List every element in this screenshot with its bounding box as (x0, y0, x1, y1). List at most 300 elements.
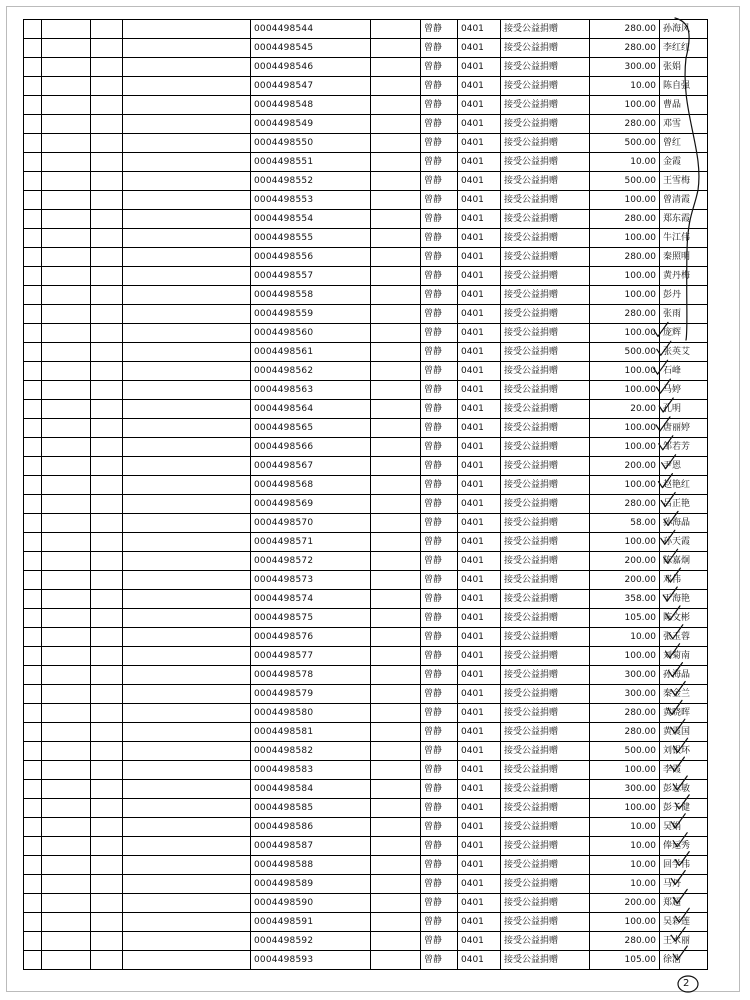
blank-cell-3 (91, 305, 123, 324)
amount: 200.00 (590, 894, 660, 913)
blank-cell-3 (91, 533, 123, 552)
blank-cell-4 (123, 780, 251, 799)
handler-name: 曾静 (421, 951, 458, 970)
item-description: 接受公益捐赠 (501, 96, 590, 115)
donor-name: 孙海风 (660, 20, 708, 39)
donor-name: 赵艳红 (660, 476, 708, 495)
table-row (24, 58, 708, 77)
amount: 10.00 (590, 875, 660, 894)
handler-name: 曾静 (421, 856, 458, 875)
blank-cell-3 (91, 514, 123, 533)
donor-name: 彭子健 (660, 799, 708, 818)
blank-cell-2 (42, 134, 91, 153)
category-code: 0401 (458, 191, 501, 210)
donor-name: 郑超 (660, 894, 708, 913)
category-code: 0401 (458, 685, 501, 704)
blank-cell-2 (42, 685, 91, 704)
category-code: 0401 (458, 780, 501, 799)
blank-cell-1 (24, 400, 42, 419)
category-code: 0401 (458, 571, 501, 590)
amount: 500.00 (590, 742, 660, 761)
blank-cell-1 (24, 457, 42, 476)
handler-name: 曾静 (421, 476, 458, 495)
amount: 100.00 (590, 324, 660, 343)
category-code: 0401 (458, 875, 501, 894)
blank-cell-3 (91, 343, 123, 362)
blank-cell-1 (24, 191, 42, 210)
blank-cell-4 (123, 229, 251, 248)
blank-cell-3 (91, 39, 123, 58)
voucher-number: 0004498564 (251, 400, 371, 419)
category-code: 0401 (458, 609, 501, 628)
blank-cell-2 (42, 723, 91, 742)
table-row (24, 761, 708, 780)
donor-name: 孙海晶 (660, 514, 708, 533)
blank-cell-1 (24, 932, 42, 951)
blank-cell-5 (371, 134, 421, 153)
blank-cell-3 (91, 590, 123, 609)
table-row (24, 723, 708, 742)
blank-cell-2 (42, 191, 91, 210)
table-row (24, 476, 708, 495)
amount: 100.00 (590, 267, 660, 286)
donor-name: 曾清霞 (660, 191, 708, 210)
donor-name: 曹晶 (660, 96, 708, 115)
voucher-number: 0004498578 (251, 666, 371, 685)
item-description: 接受公益捐赠 (501, 552, 590, 571)
blank-cell-3 (91, 476, 123, 495)
table-row (24, 571, 708, 590)
donation-ledger-table (23, 19, 708, 970)
page-number: 2 (683, 978, 690, 989)
amount: 10.00 (590, 837, 660, 856)
amount: 100.00 (590, 96, 660, 115)
handler-name: 曾静 (421, 381, 458, 400)
item-description: 接受公益捐赠 (501, 39, 590, 58)
blank-cell-3 (91, 381, 123, 400)
blank-cell-2 (42, 58, 91, 77)
blank-cell-3 (91, 647, 123, 666)
blank-cell-5 (371, 514, 421, 533)
handler-name: 曾静 (421, 666, 458, 685)
category-code: 0401 (458, 647, 501, 666)
blank-cell-3 (91, 799, 123, 818)
blank-cell-4 (123, 647, 251, 666)
handler-name: 曾静 (421, 438, 458, 457)
blank-cell-5 (371, 609, 421, 628)
amount: 10.00 (590, 77, 660, 96)
amount: 280.00 (590, 248, 660, 267)
donor-name: 刘银环 (660, 742, 708, 761)
handler-name: 曾静 (421, 191, 458, 210)
handler-name: 曾静 (421, 172, 458, 191)
blank-cell-1 (24, 685, 42, 704)
blank-cell-4 (123, 115, 251, 134)
amount: 280.00 (590, 115, 660, 134)
blank-cell-5 (371, 666, 421, 685)
donor-name: 陈嘉炯 (660, 552, 708, 571)
donor-name: 刘菊南 (660, 647, 708, 666)
table-row (24, 704, 708, 723)
handler-name: 曾静 (421, 495, 458, 514)
blank-cell-5 (371, 780, 421, 799)
amount: 10.00 (590, 628, 660, 647)
blank-cell-5 (371, 951, 421, 970)
blank-cell-1 (24, 39, 42, 58)
blank-cell-2 (42, 457, 91, 476)
category-code: 0401 (458, 761, 501, 780)
handler-name: 曾静 (421, 419, 458, 438)
handler-name: 曾静 (421, 533, 458, 552)
category-code: 0401 (458, 77, 501, 96)
amount: 100.00 (590, 381, 660, 400)
voucher-number: 0004498576 (251, 628, 371, 647)
voucher-number: 0004498583 (251, 761, 371, 780)
category-code: 0401 (458, 305, 501, 324)
item-description: 接受公益捐赠 (501, 666, 590, 685)
blank-cell-3 (91, 400, 123, 419)
blank-cell-4 (123, 438, 251, 457)
handler-name: 曾静 (421, 780, 458, 799)
blank-cell-3 (91, 894, 123, 913)
category-code: 0401 (458, 552, 501, 571)
category-code: 0401 (458, 514, 501, 533)
blank-cell-3 (91, 837, 123, 856)
handler-name: 曾静 (421, 552, 458, 571)
category-code: 0401 (458, 723, 501, 742)
amount: 100.00 (590, 913, 660, 932)
blank-cell-2 (42, 381, 91, 400)
blank-cell-4 (123, 552, 251, 571)
blank-cell-4 (123, 609, 251, 628)
blank-cell-1 (24, 704, 42, 723)
blank-cell-5 (371, 96, 421, 115)
table-row (24, 552, 708, 571)
voucher-number: 0004498593 (251, 951, 371, 970)
voucher-number: 0004498574 (251, 590, 371, 609)
donor-name: 黄丹梅 (660, 267, 708, 286)
voucher-number: 0004498580 (251, 704, 371, 723)
blank-cell-4 (123, 590, 251, 609)
amount: 100.00 (590, 229, 660, 248)
amount: 200.00 (590, 571, 660, 590)
voucher-number: 0004498546 (251, 58, 371, 77)
category-code: 0401 (458, 324, 501, 343)
table-row (24, 77, 708, 96)
category-code: 0401 (458, 704, 501, 723)
voucher-number: 0004498545 (251, 39, 371, 58)
blank-cell-4 (123, 628, 251, 647)
item-description: 接受公益捐赠 (501, 951, 590, 970)
donor-name: 张玉蓉 (660, 628, 708, 647)
donor-name: 尹恩 (660, 457, 708, 476)
donor-name: 黄晓晖 (660, 704, 708, 723)
amount: 280.00 (590, 704, 660, 723)
item-description: 接受公益捐赠 (501, 609, 590, 628)
item-description: 接受公益捐赠 (501, 172, 590, 191)
blank-cell-5 (371, 362, 421, 381)
item-description: 接受公益捐赠 (501, 837, 590, 856)
table-row (24, 533, 708, 552)
blank-cell-2 (42, 229, 91, 248)
donor-name: 马婷 (660, 381, 708, 400)
blank-cell-5 (371, 210, 421, 229)
item-description: 接受公益捐赠 (501, 438, 590, 457)
item-description: 接受公益捐赠 (501, 514, 590, 533)
blank-cell-1 (24, 837, 42, 856)
donor-name: 秦金兰 (660, 685, 708, 704)
blank-cell-4 (123, 571, 251, 590)
voucher-number: 0004498563 (251, 381, 371, 400)
table-row (24, 400, 708, 419)
blank-cell-5 (371, 476, 421, 495)
table-row (24, 780, 708, 799)
table-row (24, 913, 708, 932)
blank-cell-5 (371, 571, 421, 590)
voucher-number: 0004498587 (251, 837, 371, 856)
blank-cell-2 (42, 20, 91, 39)
voucher-number: 0004498565 (251, 419, 371, 438)
item-description: 接受公益捐赠 (501, 875, 590, 894)
item-description: 接受公益捐赠 (501, 305, 590, 324)
blank-cell-1 (24, 552, 42, 571)
blank-cell-1 (24, 362, 42, 381)
table-row (24, 590, 708, 609)
blank-cell-1 (24, 229, 42, 248)
item-description: 接受公益捐赠 (501, 913, 590, 932)
blank-cell-4 (123, 799, 251, 818)
donor-name: 李霞 (660, 761, 708, 780)
amount: 500.00 (590, 134, 660, 153)
category-code: 0401 (458, 799, 501, 818)
blank-cell-1 (24, 343, 42, 362)
blank-cell-1 (24, 324, 42, 343)
blank-cell-4 (123, 932, 251, 951)
item-description: 接受公益捐赠 (501, 742, 590, 761)
blank-cell-3 (91, 723, 123, 742)
donor-name: 陈自强 (660, 77, 708, 96)
category-code: 0401 (458, 134, 501, 153)
table-row (24, 153, 708, 172)
voucher-number: 0004498547 (251, 77, 371, 96)
blank-cell-3 (91, 913, 123, 932)
blank-cell-5 (371, 248, 421, 267)
table-row (24, 324, 708, 343)
voucher-number: 0004498592 (251, 932, 371, 951)
amount: 300.00 (590, 666, 660, 685)
blank-cell-4 (123, 343, 251, 362)
donor-name: 庞辉 (660, 324, 708, 343)
voucher-number: 0004498556 (251, 248, 371, 267)
blank-cell-5 (371, 324, 421, 343)
blank-cell-5 (371, 704, 421, 723)
blank-cell-1 (24, 438, 42, 457)
amount: 500.00 (590, 172, 660, 191)
blank-cell-5 (371, 837, 421, 856)
blank-cell-2 (42, 856, 91, 875)
category-code: 0401 (458, 343, 501, 362)
amount: 280.00 (590, 20, 660, 39)
blank-cell-1 (24, 172, 42, 191)
category-code: 0401 (458, 476, 501, 495)
handler-name: 曾静 (421, 590, 458, 609)
blank-cell-5 (371, 913, 421, 932)
blank-cell-4 (123, 96, 251, 115)
blank-cell-3 (91, 210, 123, 229)
item-description: 接受公益捐赠 (501, 343, 590, 362)
blank-cell-1 (24, 248, 42, 267)
amount: 100.00 (590, 191, 660, 210)
blank-cell-5 (371, 457, 421, 476)
item-description: 接受公益捐赠 (501, 153, 590, 172)
table-row (24, 419, 708, 438)
category-code: 0401 (458, 381, 501, 400)
voucher-number: 0004498573 (251, 571, 371, 590)
blank-cell-3 (91, 153, 123, 172)
blank-cell-1 (24, 913, 42, 932)
item-description: 接受公益捐赠 (501, 191, 590, 210)
blank-cell-2 (42, 305, 91, 324)
item-description: 接受公益捐赠 (501, 799, 590, 818)
table-row (24, 894, 708, 913)
item-description: 接受公益捐赠 (501, 761, 590, 780)
blank-cell-2 (42, 628, 91, 647)
table-row (24, 172, 708, 191)
blank-cell-2 (42, 96, 91, 115)
blank-cell-4 (123, 381, 251, 400)
blank-cell-4 (123, 77, 251, 96)
table-row (24, 818, 708, 837)
category-code: 0401 (458, 932, 501, 951)
blank-cell-4 (123, 818, 251, 837)
blank-cell-1 (24, 590, 42, 609)
ledger-body (24, 20, 708, 970)
handler-name: 曾静 (421, 837, 458, 856)
category-code: 0401 (458, 894, 501, 913)
blank-cell-1 (24, 267, 42, 286)
table-row (24, 96, 708, 115)
blank-cell-3 (91, 191, 123, 210)
category-code: 0401 (458, 39, 501, 58)
donor-name: 邓伟 (660, 571, 708, 590)
handler-name: 曾静 (421, 229, 458, 248)
donor-name: 郑东霞 (660, 210, 708, 229)
handler-name: 曾静 (421, 210, 458, 229)
category-code: 0401 (458, 438, 501, 457)
blank-cell-1 (24, 419, 42, 438)
amount: 280.00 (590, 39, 660, 58)
blank-cell-2 (42, 590, 91, 609)
table-row (24, 875, 708, 894)
handler-name: 曾静 (421, 571, 458, 590)
amount: 280.00 (590, 495, 660, 514)
blank-cell-2 (42, 666, 91, 685)
blank-cell-4 (123, 742, 251, 761)
blank-cell-1 (24, 609, 42, 628)
blank-cell-4 (123, 210, 251, 229)
blank-cell-4 (123, 913, 251, 932)
item-description: 接受公益捐赠 (501, 495, 590, 514)
blank-cell-1 (24, 96, 42, 115)
blank-cell-3 (91, 666, 123, 685)
blank-cell-5 (371, 39, 421, 58)
blank-cell-1 (24, 628, 42, 647)
blank-cell-5 (371, 191, 421, 210)
donor-name: 李红红 (660, 39, 708, 58)
table-row (24, 191, 708, 210)
amount: 105.00 (590, 951, 660, 970)
blank-cell-1 (24, 20, 42, 39)
item-description: 接受公益捐赠 (501, 932, 590, 951)
donor-name: 于海艳 (660, 590, 708, 609)
blank-cell-4 (123, 324, 251, 343)
blank-cell-5 (371, 115, 421, 134)
blank-cell-3 (91, 552, 123, 571)
blank-cell-4 (123, 685, 251, 704)
blank-cell-3 (91, 134, 123, 153)
blank-cell-5 (371, 590, 421, 609)
amount: 280.00 (590, 932, 660, 951)
voucher-number: 0004498559 (251, 305, 371, 324)
item-description: 接受公益捐赠 (501, 210, 590, 229)
voucher-number: 0004498584 (251, 780, 371, 799)
table-row (24, 495, 708, 514)
blank-cell-4 (123, 286, 251, 305)
blank-cell-1 (24, 77, 42, 96)
blank-cell-3 (91, 856, 123, 875)
amount: 200.00 (590, 457, 660, 476)
voucher-number: 0004498570 (251, 514, 371, 533)
amount: 300.00 (590, 685, 660, 704)
blank-cell-4 (123, 400, 251, 419)
category-code: 0401 (458, 666, 501, 685)
handler-name: 曾静 (421, 875, 458, 894)
blank-cell-4 (123, 875, 251, 894)
blank-cell-4 (123, 134, 251, 153)
blank-cell-3 (91, 286, 123, 305)
handler-name: 曾静 (421, 153, 458, 172)
blank-cell-5 (371, 875, 421, 894)
blank-cell-3 (91, 20, 123, 39)
blank-cell-5 (371, 856, 421, 875)
voucher-number: 0004498571 (251, 533, 371, 552)
blank-cell-5 (371, 153, 421, 172)
handler-name: 曾静 (421, 20, 458, 39)
donor-name: 孙天霞 (660, 533, 708, 552)
item-description: 接受公益捐赠 (501, 248, 590, 267)
blank-cell-1 (24, 381, 42, 400)
category-code: 0401 (458, 590, 501, 609)
voucher-number: 0004498575 (251, 609, 371, 628)
blank-cell-1 (24, 875, 42, 894)
handler-name: 曾静 (421, 324, 458, 343)
amount: 200.00 (590, 552, 660, 571)
blank-cell-1 (24, 115, 42, 134)
voucher-number: 0004498561 (251, 343, 371, 362)
item-description: 接受公益捐赠 (501, 267, 590, 286)
blank-cell-3 (91, 742, 123, 761)
item-description: 接受公益捐赠 (501, 723, 590, 742)
table-row (24, 685, 708, 704)
blank-cell-2 (42, 571, 91, 590)
blank-cell-2 (42, 400, 91, 419)
blank-cell-2 (42, 172, 91, 191)
amount: 10.00 (590, 818, 660, 837)
table-row (24, 381, 708, 400)
handler-name: 曾静 (421, 457, 458, 476)
donor-name: 吕正艳 (660, 495, 708, 514)
blank-cell-3 (91, 362, 123, 381)
